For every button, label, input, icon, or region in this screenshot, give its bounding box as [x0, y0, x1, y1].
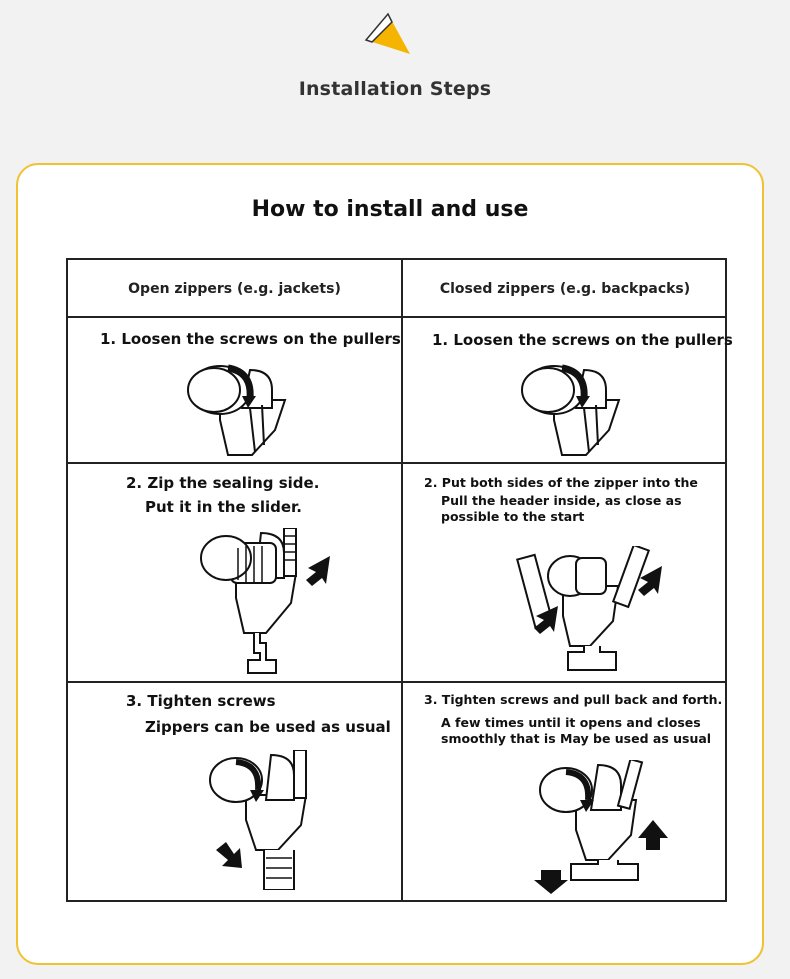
instructions-card	[16, 163, 764, 965]
card-title: How to install and use	[251, 197, 529, 222]
closed-step-2-subtext-2: possible to the start	[441, 509, 585, 524]
steps-table	[66, 258, 733, 902]
row-divider	[68, 462, 725, 464]
closed-step-3-subtext-2: smoothly that is May be used as usual	[441, 731, 712, 746]
column-header-closed: Closed zippers (e.g. backpacks)	[439, 280, 691, 297]
slider-insert-icon	[508, 546, 668, 672]
slider-insert-icon	[196, 528, 336, 676]
logo-triangle-icon	[362, 12, 412, 56]
open-step-2-text: 2. Zip the sealing side.	[126, 474, 320, 492]
column-divider	[401, 260, 403, 900]
open-step-3-text: 3. Tighten screws	[126, 692, 276, 710]
arrow-icon	[534, 870, 568, 894]
puller-loosen-icon	[180, 360, 300, 456]
arrow-icon	[306, 556, 330, 586]
open-step-1-text: 1. Loosen the screws on the pullers	[100, 330, 401, 348]
puller-loosen-icon	[514, 360, 634, 456]
closed-step-3-subtext: A few times until it opens and closes	[441, 715, 701, 730]
column-header-open: Open zippers (e.g. jackets)	[128, 280, 341, 297]
arrow-icon	[216, 842, 242, 868]
closed-step-3-text: 3. Tighten screws and pull back and forth.	[424, 692, 723, 707]
open-step-2-subtext: Put it in the slider.	[145, 498, 302, 516]
closed-step-2-subtext: Pull the header inside, as close as	[441, 493, 682, 508]
row-divider	[68, 681, 725, 683]
section-title: Installation Steps	[298, 78, 492, 100]
closed-step-2-text: 2. Put both sides of the zipper into the	[424, 475, 698, 490]
slider-tighten-icon	[526, 760, 676, 894]
arrow-icon	[638, 820, 668, 850]
slider-tighten-icon	[196, 750, 346, 890]
closed-step-1-text: 1. Loosen the screws on the pullers	[432, 331, 733, 349]
open-step-3-subtext: Zippers can be used as usual	[145, 718, 391, 736]
